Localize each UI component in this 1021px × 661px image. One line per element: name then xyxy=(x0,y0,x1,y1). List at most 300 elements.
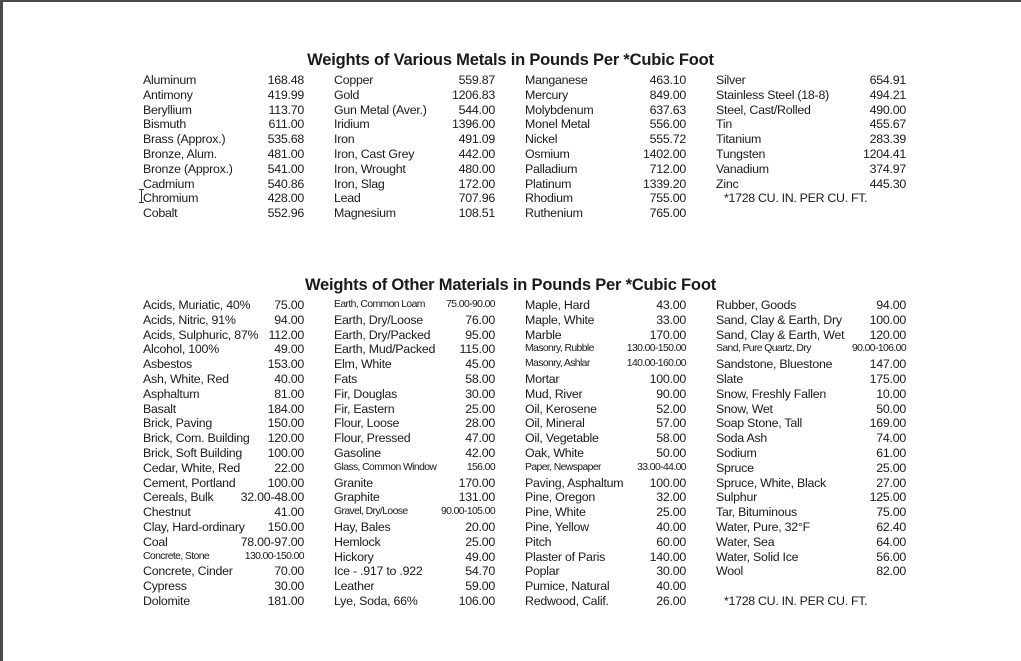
material-name: Pine, White xyxy=(525,505,586,520)
material-name: Manganese xyxy=(525,73,588,87)
material-name: Pine, Yellow xyxy=(525,519,589,534)
metals-table-title: Weights of Various Metals in Pounds Per *Cubic Foot xyxy=(307,51,714,69)
material-name: Snow, Freshly Fallen xyxy=(716,386,827,401)
metals-table xyxy=(143,73,907,221)
table-row xyxy=(334,147,525,162)
material-name: Pine, Oregon xyxy=(525,490,596,505)
weight-value: 90.00 xyxy=(656,386,686,401)
table-row xyxy=(143,117,334,132)
material-name: Fats xyxy=(334,371,358,386)
material-name: Bismuth xyxy=(143,117,187,132)
material-name: Gun Metal (Aver.) xyxy=(334,102,427,117)
table-row xyxy=(143,520,334,535)
table-row xyxy=(143,402,334,417)
table-row xyxy=(334,476,525,491)
weight-value: 52.00 xyxy=(656,401,686,416)
table-row xyxy=(716,564,907,579)
table-row xyxy=(143,88,334,103)
table-row xyxy=(525,387,716,402)
weight-value: 181.00 xyxy=(267,593,304,608)
weight-value: 150.00 xyxy=(267,519,304,534)
material-name: Antimony xyxy=(143,87,193,102)
weight-value: 100.00 xyxy=(869,312,906,327)
weight-value: 75.00 xyxy=(274,298,304,312)
table-row xyxy=(525,73,716,88)
material-name: Leather xyxy=(334,579,375,594)
weight-value: 108.51 xyxy=(458,206,495,221)
table-row xyxy=(716,117,907,132)
weight-value: 755.00 xyxy=(649,191,686,206)
weight-value: 20.00 xyxy=(465,519,495,534)
weight-value: 33.00 xyxy=(656,312,686,327)
material-name: Water, Solid Ice xyxy=(716,549,799,564)
weight-value: 1206.83 xyxy=(451,87,495,102)
table-row xyxy=(525,313,716,328)
table-row xyxy=(525,147,716,162)
weight-value: 30.00 xyxy=(274,579,304,594)
materials-column xyxy=(525,298,716,609)
table-row xyxy=(716,431,907,446)
weight-value: 50.00 xyxy=(876,401,906,416)
table-row xyxy=(143,446,334,461)
material-name: Osmium xyxy=(525,146,570,161)
weight-value: 463.10 xyxy=(649,73,686,87)
weight-value: 100.00 xyxy=(267,475,304,490)
weight-value: 22.00 xyxy=(274,460,304,475)
material-name: Tar, Bituminous xyxy=(716,505,797,520)
material-name: Spruce, White, Black xyxy=(716,475,827,490)
weight-value: 172.00 xyxy=(458,176,495,191)
weight-value: 428.00 xyxy=(267,191,304,206)
weight-value: 100.00 xyxy=(649,371,686,386)
weight-value: 490.00 xyxy=(869,102,906,117)
weight-value: 115.00 xyxy=(459,342,495,357)
material-name: Cedar, White, Red xyxy=(143,460,240,475)
weight-value: 78.00-97.00 xyxy=(240,534,304,549)
table-row xyxy=(143,313,334,328)
material-name: Earth, Dry/Packed xyxy=(334,327,431,342)
material-name: Bronze (Approx.) xyxy=(143,161,233,176)
weight-value: 552.96 xyxy=(267,206,304,221)
material-name: Elm, White xyxy=(334,357,392,372)
weight-value: 94.00 xyxy=(274,312,304,327)
material-name: Iron xyxy=(334,132,355,147)
material-name: Dolomite xyxy=(143,593,190,608)
material-name: Brick, Soft Building xyxy=(143,445,242,460)
material-name: Maple, Hard xyxy=(525,298,590,312)
weight-value: 58.00 xyxy=(465,371,495,386)
weight-value: 147.00 xyxy=(869,357,906,372)
material-name: Iron, Cast Grey xyxy=(334,146,415,161)
table-row xyxy=(525,117,716,132)
weight-value: 43.00 xyxy=(656,298,686,312)
material-name: Brick, Com. Building xyxy=(143,431,250,446)
table-row xyxy=(525,88,716,103)
material-name: Soda Ash xyxy=(716,431,768,446)
weight-value: 32.00-48.00 xyxy=(240,490,304,505)
weight-value: 541.00 xyxy=(267,161,304,176)
weight-value: 120.00 xyxy=(267,431,304,446)
table-row xyxy=(525,103,716,118)
weight-value: 130.00-150.00 xyxy=(244,550,304,562)
table-row xyxy=(143,387,334,402)
materials-column xyxy=(334,298,525,609)
material-name: Fir, Eastern xyxy=(334,401,395,416)
weight-value: 58.00 xyxy=(656,431,686,446)
materials-table xyxy=(143,298,907,609)
footnote: *1728 CU. IN. PER CU. FT. xyxy=(724,191,868,206)
weight-value: 33.00-44.00 xyxy=(637,461,686,473)
table-row xyxy=(525,372,716,387)
weight-value: 82.00 xyxy=(876,564,906,579)
table-row xyxy=(525,490,716,505)
material-name: Hickory xyxy=(334,549,374,564)
material-name: Silver xyxy=(716,73,746,87)
weight-value: 707.96 xyxy=(458,191,495,206)
table-row xyxy=(525,446,716,461)
table-row xyxy=(525,162,716,177)
weight-value: 559.87 xyxy=(458,73,495,87)
table-row xyxy=(334,461,525,476)
material-name: Chestnut xyxy=(143,505,191,520)
table-row xyxy=(716,313,907,328)
weight-value: 40.00 xyxy=(274,371,304,386)
material-name: Coal xyxy=(143,534,168,549)
table-row xyxy=(716,579,907,594)
weight-value: 374.97 xyxy=(869,161,906,176)
table-row xyxy=(525,431,716,446)
material-name: Marble xyxy=(525,327,562,342)
table-row xyxy=(143,132,334,147)
weight-value: 40.00 xyxy=(656,579,686,594)
weight-value: 535.68 xyxy=(267,132,304,147)
weight-value: 94.00 xyxy=(876,298,906,312)
table-row xyxy=(525,476,716,491)
table-row xyxy=(716,162,907,177)
material-name: Mortar xyxy=(525,371,560,386)
table-row xyxy=(334,535,525,550)
weight-value: 40.00 xyxy=(656,519,686,534)
weight-value: 169.00 xyxy=(869,416,906,431)
material-name: Ice - .917 to .922 xyxy=(334,564,423,579)
material-name: Paving, Asphaltum xyxy=(525,475,624,490)
weight-value: 170.00 xyxy=(649,327,686,342)
material-name: Oil, Mineral xyxy=(525,416,585,431)
weight-value: 113.70 xyxy=(268,102,304,117)
material-name: Wool xyxy=(716,564,744,579)
table-row xyxy=(334,387,525,402)
weight-value: 26.00 xyxy=(656,593,686,608)
weight-value: 32.00 xyxy=(656,490,686,505)
material-name: Magnesium xyxy=(334,206,396,221)
table-row xyxy=(143,162,334,177)
table-row xyxy=(334,162,525,177)
weight-value: 54.70 xyxy=(465,564,495,579)
weight-value: 27.00 xyxy=(876,475,906,490)
weight-value: 47.00 xyxy=(465,431,495,446)
weight-value: 95.00 xyxy=(465,327,495,342)
weight-value: 140.00-160.00 xyxy=(626,358,686,370)
material-name: Slate xyxy=(716,371,743,386)
material-name: Basalt xyxy=(143,401,176,416)
material-name: Sodium xyxy=(716,445,757,460)
table-row xyxy=(334,550,525,565)
table-row xyxy=(716,387,907,402)
table-row xyxy=(334,298,525,313)
metals-column xyxy=(334,73,525,221)
table-row xyxy=(143,476,334,491)
table-row xyxy=(525,132,716,147)
materials-column xyxy=(143,298,334,609)
material-name: Flour, Pressed xyxy=(334,431,411,446)
table-row xyxy=(716,535,907,550)
weight-value: 81.00 xyxy=(274,386,304,401)
material-name: Pumice, Natural xyxy=(525,579,610,594)
material-name: Asbestos xyxy=(143,357,192,372)
table-row xyxy=(334,328,525,343)
table-row xyxy=(716,402,907,417)
metals-column xyxy=(716,73,907,221)
material-name: Copper xyxy=(334,73,374,87)
table-row xyxy=(525,357,716,372)
table-row xyxy=(525,206,716,221)
material-name: Monel Metal xyxy=(525,117,590,132)
table-row xyxy=(143,535,334,550)
table-row xyxy=(334,342,525,357)
weight-value: 50.00 xyxy=(656,445,686,460)
table-row xyxy=(525,342,716,357)
table-row xyxy=(716,328,907,343)
table-row xyxy=(143,147,334,162)
table-row xyxy=(334,372,525,387)
material-name: Iron, Wrought xyxy=(334,161,406,176)
table-row xyxy=(334,505,525,520)
table-row xyxy=(143,328,334,343)
material-name: Oil, Kerosene xyxy=(525,401,597,416)
weight-value: 765.00 xyxy=(649,206,686,221)
weight-value: 1396.00 xyxy=(451,117,495,132)
table-row xyxy=(716,147,907,162)
table-row xyxy=(143,191,334,206)
material-name: Granite xyxy=(334,475,373,490)
material-name: Paper, Newspaper xyxy=(525,461,601,473)
table-row xyxy=(334,520,525,535)
material-name: Cobalt xyxy=(143,206,178,221)
table-row xyxy=(334,132,525,147)
table-row xyxy=(334,177,525,192)
material-name: Oil, Vegetable xyxy=(525,431,599,446)
weight-value: 49.00 xyxy=(465,549,495,564)
weight-value: 1204.41 xyxy=(862,146,906,161)
weight-value: 184.00 xyxy=(267,401,304,416)
table-row xyxy=(716,132,907,147)
weight-value: 153.00 xyxy=(267,357,304,372)
material-name: Cadmium xyxy=(143,176,195,191)
table-row xyxy=(716,103,907,118)
weight-value: 30.00 xyxy=(465,386,495,401)
weight-value: 175.00 xyxy=(869,371,906,386)
table-row xyxy=(525,564,716,579)
table-row xyxy=(334,88,525,103)
weight-value: 28.00 xyxy=(465,416,495,431)
table-row xyxy=(525,579,716,594)
material-name: Sand, Clay & Earth, Dry xyxy=(716,312,842,327)
weight-value: 112.00 xyxy=(268,327,304,342)
material-name: Gold xyxy=(334,87,360,102)
weight-value: 849.00 xyxy=(649,87,686,102)
materials-column xyxy=(716,298,907,609)
weight-value: 56.00 xyxy=(876,549,906,564)
weight-value: 10.00 xyxy=(876,386,906,401)
material-name: Steel, Cast/Rolled xyxy=(716,102,811,117)
table-row xyxy=(525,328,716,343)
weight-value: 62.40 xyxy=(876,519,906,534)
weight-value: 611.00 xyxy=(268,117,304,132)
material-name: Gravel, Dry/Loose xyxy=(334,506,408,518)
material-name: Rhodium xyxy=(525,191,573,206)
weight-value: 283.39 xyxy=(869,132,906,147)
table-row xyxy=(716,520,907,535)
table-row xyxy=(716,446,907,461)
material-name: Water, Pure, 32°F xyxy=(716,519,810,534)
weight-value: 64.00 xyxy=(876,534,906,549)
table-row xyxy=(334,490,525,505)
material-name: Earth, Dry/Loose xyxy=(334,312,423,327)
table-row xyxy=(334,431,525,446)
table-row xyxy=(143,73,334,88)
material-name: Titanium xyxy=(716,132,762,147)
weight-value: 25.00 xyxy=(465,401,495,416)
material-name: Fir, Douglas xyxy=(334,386,398,401)
weight-value: 41.00 xyxy=(274,505,304,520)
table-row xyxy=(334,313,525,328)
table-row xyxy=(525,461,716,476)
weight-value: 168.48 xyxy=(267,73,304,87)
table-row xyxy=(334,579,525,594)
material-name: Gasoline xyxy=(334,445,381,460)
table-row xyxy=(716,476,907,491)
material-name: Acids, Muriatic, 40% xyxy=(143,298,251,312)
weight-value: 106.00 xyxy=(458,593,495,608)
material-name: Tungsten xyxy=(716,146,766,161)
table-row xyxy=(525,298,716,313)
weight-value: 150.00 xyxy=(267,416,304,431)
table-row xyxy=(143,298,334,313)
table-row xyxy=(143,177,334,192)
material-name: Molybdenum xyxy=(525,102,594,117)
material-name: Platinum xyxy=(525,176,572,191)
material-name: Concrete, Stone xyxy=(143,550,210,562)
table-row xyxy=(525,520,716,535)
material-name: Cement, Portland xyxy=(143,475,236,490)
table-row xyxy=(143,342,334,357)
material-name: Sandstone, Bluestone xyxy=(716,357,833,372)
table-row xyxy=(334,416,525,431)
table-row xyxy=(525,416,716,431)
weight-value: 59.00 xyxy=(465,579,495,594)
table-row xyxy=(334,103,525,118)
table-row xyxy=(716,550,907,565)
text-cursor-icon xyxy=(139,189,144,203)
material-name: Graphite xyxy=(334,490,380,505)
material-name: Lye, Soda, 66% xyxy=(334,593,418,608)
weight-value: 125.00 xyxy=(869,490,906,505)
weight-value: 100.00 xyxy=(649,475,686,490)
material-name: Spruce xyxy=(716,460,754,475)
material-name: Iridium xyxy=(334,117,370,132)
table-row xyxy=(525,550,716,565)
material-name: Acids, Nitric, 91% xyxy=(143,312,236,327)
table-row xyxy=(716,505,907,520)
weight-value: 75.00-90.00 xyxy=(446,299,495,310)
material-name: Brick, Paving xyxy=(143,416,213,431)
weight-value: 120.00 xyxy=(869,327,906,342)
weight-value: 445.30 xyxy=(869,176,906,191)
weight-value: 30.00 xyxy=(656,564,686,579)
table-row xyxy=(143,564,334,579)
weight-value: 544.00 xyxy=(458,102,495,117)
weight-value: 481.00 xyxy=(267,146,304,161)
weight-value: 480.00 xyxy=(458,161,495,176)
footnote: *1728 CU. IN. PER CU. FT. xyxy=(724,593,868,608)
material-name: Nickel xyxy=(525,132,558,147)
metals-column xyxy=(525,73,716,221)
material-name: Poplar xyxy=(525,564,560,579)
table-row xyxy=(716,372,907,387)
table-row xyxy=(525,594,716,609)
table-row xyxy=(716,177,907,192)
weight-value: 45.00 xyxy=(465,357,495,372)
table-row xyxy=(525,535,716,550)
table-row xyxy=(334,73,525,88)
weight-value: 712.00 xyxy=(649,161,686,176)
material-name: Tin xyxy=(716,117,733,132)
weight-value: 130.00-150.00 xyxy=(626,343,686,355)
material-name: Alcohol, 100% xyxy=(143,342,219,357)
weight-value: 654.91 xyxy=(869,73,906,87)
table-row xyxy=(143,550,334,565)
table-row xyxy=(143,431,334,446)
material-name: Aluminum xyxy=(143,73,197,87)
weight-value: 100.00 xyxy=(267,445,304,460)
table-row xyxy=(334,402,525,417)
material-name: Hemlock xyxy=(334,534,381,549)
material-name: Cereals, Bulk xyxy=(143,490,214,505)
weight-value: 76.00 xyxy=(465,312,495,327)
weight-value: 25.00 xyxy=(465,534,495,549)
table-row xyxy=(143,594,334,609)
table-row xyxy=(143,357,334,372)
window-frame-top xyxy=(0,0,1021,2)
table-row xyxy=(334,564,525,579)
table-row xyxy=(716,298,907,313)
material-name: Water, Sea xyxy=(716,534,775,549)
materials-table-title: Weights of Other Materials in Pounds Per *Cubic Foot xyxy=(304,276,716,294)
material-name: Chromium xyxy=(143,191,199,206)
table-row xyxy=(143,206,334,221)
table-row xyxy=(334,357,525,372)
table-row xyxy=(716,342,907,357)
table-row xyxy=(334,446,525,461)
material-name: Iron, Slag xyxy=(334,176,385,191)
material-name: Asphaltum xyxy=(143,386,200,401)
material-name: Stainless Steel (18-8) xyxy=(716,87,829,102)
material-name: Mud, River xyxy=(525,386,583,401)
table-row xyxy=(716,88,907,103)
weight-value: 494.21 xyxy=(869,87,906,102)
table-row xyxy=(143,372,334,387)
weight-value: 491.09 xyxy=(458,132,495,147)
